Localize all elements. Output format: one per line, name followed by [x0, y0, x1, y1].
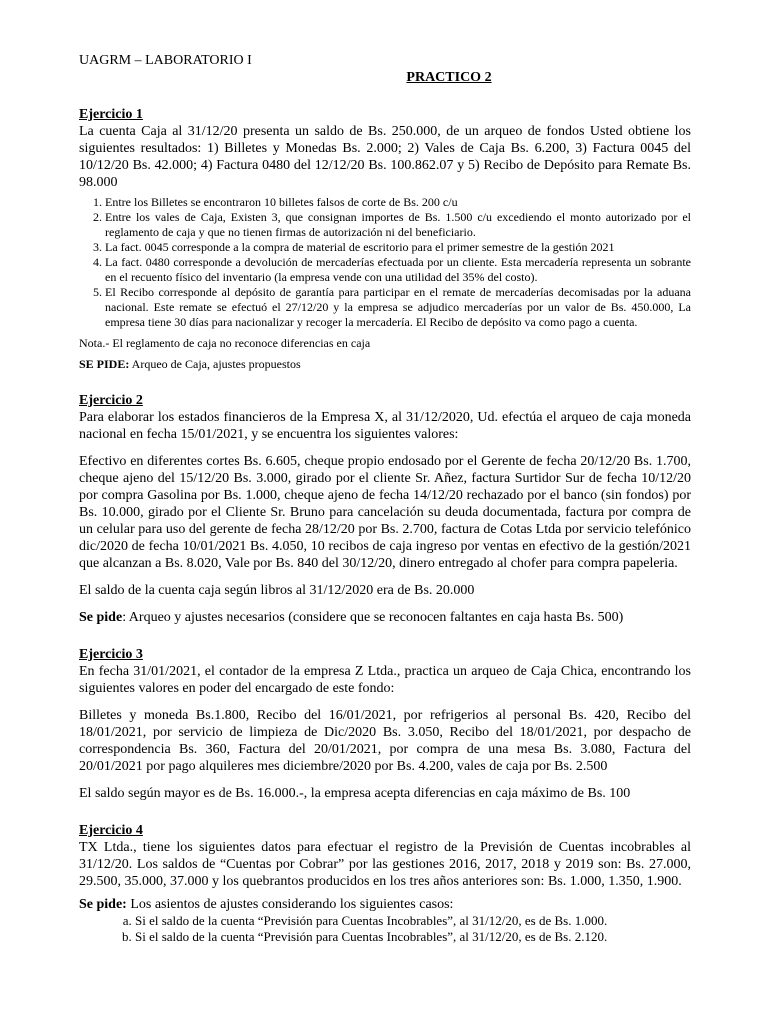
exercise-4-intro: TX Ltda., tiene los siguientes datos para efectuar el registro de la Previsión de Cuentas incobrables al 31/12/20. Los saldos de “Cuentas por Cobrar” por las gestiones 2016, 2017, 2018 y 2019 son: Bs. 27.000, 29.500, 35.000, 37.000 y los quebrantos producidos en los tres años anteriores son: Bs. 1.000, 1.350, 1.900.	[79, 840, 691, 889]
exercise-2-body: Efectivo en diferentes cortes Bs. 6.605, cheque propio endosado por el Gerente de fecha 20/12/20 Bs. 1.700, cheque ajeno del 15/12/20 Bs. 3.000, girado por el cliente Sr. Añez, factura Surtidor Sur de fecha 10/12/20 por compra Gasolina por Bs. 1.000, cheque ajeno de fecha 14/12/20 rechazado por el banco (sin fondos) por Bs. 10.000, girado por el Cliente Sr. Bruno para cancelación su deuda documentada, factura por compra de un celular para uso del gerente de fecha 28/12/20 por Bs. 2.700, factura de Cotas Ltda por servicio telefónico dic/2020 de fecha 10/01/2021 Bs. 4.050, 10 recibos de caja ingreso por ventas en efectivo de la gestión/2021 que alcanzan a Bs. 8.020, Vale por Bs. 840 del 30/12/20, dinero entregado al chofer para compra papeleria.	[79, 454, 691, 571]
list-item: 4. La fact. 0480 corresponde a devolución de mercaderías efectuada por un cliente. Esta mercadería representa un sobrante en el recuento físico del inventario (la empresa vende con una utilidad del 35% del costo).	[105, 255, 691, 285]
document-title: PRACTICO 2	[406, 70, 492, 85]
se-pide-label: Se pide:	[79, 897, 127, 912]
exercise-1	[79, 106, 691, 372]
exercise-2-intro: Para elaborar los estados financieros de la Empresa X, al 31/12/2020, Ud. efectúa el arqueo de caja moneda nacional en fecha 15/01/2021, y se encuentra los siguientes valores:	[79, 410, 691, 442]
exercise-4-se-pide	[79, 896, 691, 913]
document-header: UAGRM – LABORATORIO I	[79, 53, 252, 68]
list-item: b. Si el saldo de la cuenta “Previsión para Cuentas Incobrables”, al 31/12/20, es de Bs. 2.120.	[135, 929, 691, 945]
se-pide-label: SE PIDE:	[79, 357, 130, 371]
list-item: 3. La fact. 0045 corresponde a la compra de material de escritorio para el primer semestre de la gestión 2021	[105, 240, 691, 255]
se-pide-text: : Arqueo y ajustes necesarios (considere que se reconocen faltantes en caja hasta Bs. 500)	[122, 610, 624, 625]
exercise-1-se-pide	[79, 357, 691, 372]
exercise-1-nota: Nota.- El reglamento de caja no reconoce diferencias en caja	[79, 336, 371, 350]
exercise-1-notes-list	[79, 195, 691, 330]
list-item: a. Si el saldo de la cuenta “Previsión para Cuentas Incobrables”, al 31/12/20, es de Bs. 1.000.	[135, 913, 691, 929]
se-pide-label: Se pide	[79, 610, 123, 625]
exercise-3-intro: En fecha 31/01/2021, el contador de la empresa Z Ltda., practica un arqueo de Caja Chica, encontrando los siguientes valores en poder del encargado de este fondo:	[79, 664, 691, 696]
se-pide-text: Arqueo de Caja, ajustes propuestos	[129, 357, 301, 371]
exercise-3	[79, 646, 691, 802]
se-pide-text: Los asientos de ajustes considerando los siguientes casos:	[126, 897, 454, 912]
exercise-4	[79, 822, 691, 945]
exercise-2	[79, 392, 691, 626]
list-item: 2. Entre los vales de Caja, Existen 3, que consignan importes de Bs. 1.500 c/u excediendo el monto autorizado por el reglamento de caja y que no tienen firmas de autorización ni del beneficiario.	[105, 210, 691, 240]
exercise-4-cases-list	[79, 913, 691, 945]
exercise-2-saldo: El saldo de la cuenta caja según libros al 31/12/2020 era de Bs. 20.000	[79, 583, 475, 598]
exercise-3-title: Ejercicio 3	[79, 647, 143, 662]
exercise-1-title: Ejercicio 1	[79, 107, 143, 122]
list-item: 5. El Recibo corresponde al depósito de garantía para participar en el remate de mercaderías decomisadas por la aduana nacional. Este remate se efectuó el 27/12/20 y la empresa se adjudico mercaderías por un valor de Bs. 450.000, La empresa tiene 30 días para nacionalizar y recoger la mercadería. El Recibo de depósito va como pago a cuenta.	[105, 285, 691, 330]
document-content	[79, 52, 691, 945]
exercise-2-se-pide	[79, 609, 691, 626]
exercise-3-body: Billetes y moneda Bs.1.800, Recibo del 16/01/2021, por refrigerios al personal Bs. 420, Recibo del 18/01/2021, por servicio de limpieza de Dic/2020 Bs. 3.050, Recibo del 18/01/2021, por despacho de correspondencia Bs. 360, Factura del 20/01/2021, por compra de una mesa Bs. 3.080, Factura del 20/01/2021 por pago alquileres mes diciembre/2020 por Bs. 4.200, vales de caja por Bs. 2.500	[79, 708, 691, 774]
exercise-3-saldo: El saldo según mayor es de Bs. 16.000.-, la empresa acepta diferencias en caja máximo de Bs. 100	[79, 786, 631, 801]
exercise-4-title: Ejercicio 4	[79, 823, 143, 838]
list-item: 1. Entre los Billetes se encontraron 10 billetes falsos de corte de Bs. 200 c/u	[105, 195, 691, 210]
exercise-2-title: Ejercicio 2	[79, 393, 143, 408]
exercise-1-intro: La cuenta Caja al 31/12/20 presenta un saldo de Bs. 250.000, de un arqueo de fondos Usted obtiene los siguientes resultados: 1) Billetes y Monedas Bs. 2.000; 2) Vales de Caja Bs. 6.200, 3) Factura 0045 del 10/12/20 Bs. 42.000; 4) Factura 0480 del 12/12/20 Bs. 100.862.07 y 5) Recibo de Depósito para Remate Bs. 98.000	[79, 124, 691, 190]
